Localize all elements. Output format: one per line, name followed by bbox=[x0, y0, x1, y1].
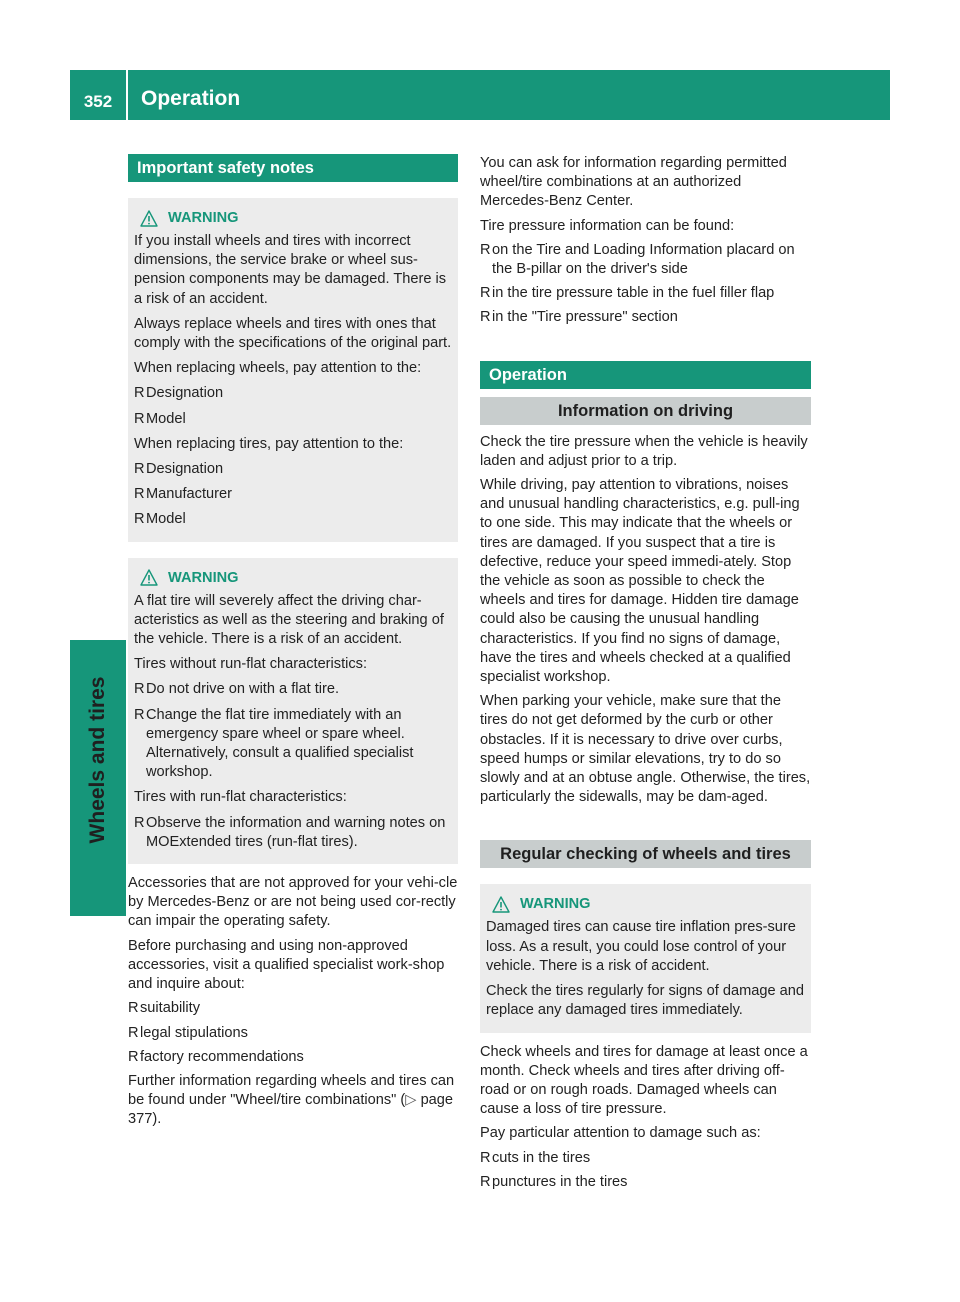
warning-box bbox=[480, 884, 811, 1032]
list-item: R in the tire pressure table in the fuel filler flap bbox=[480, 284, 811, 303]
list-item: R factory recommendations bbox=[128, 1048, 458, 1067]
list-item: R Change the flat tire immediately with an emergency spare wheel or spare wheel. Alternatively, consult a qualified specialist workshop. bbox=[134, 706, 452, 783]
section-heading-operation: Operation bbox=[480, 361, 811, 389]
list-item: R Designation bbox=[134, 384, 452, 403]
warning-header bbox=[134, 206, 452, 230]
subheading-regular-checking: Regular checking of wheels and tires bbox=[480, 840, 811, 868]
list-item: R cuts in the tires bbox=[480, 1149, 811, 1168]
warning-box bbox=[128, 558, 458, 864]
bullet-r: R bbox=[134, 681, 145, 698]
warning-header bbox=[486, 892, 805, 916]
warning-text: Check the tires regularly for signs of damage and replace any damaged tires immediately. bbox=[486, 983, 804, 1019]
page-title: Operation bbox=[141, 87, 241, 110]
warning-text: Tires with run-flat characteristics: bbox=[134, 789, 347, 806]
body-text: Further information regarding wheels and tires can be found under "Wheel/tire combinations" (▷ page 377). bbox=[128, 1072, 455, 1128]
bullet-r: R bbox=[134, 385, 145, 402]
list-item: R suitability bbox=[128, 999, 458, 1018]
body-text: When parking your vehicle, make sure that the tires do not get deformed by the curb or other obstacles. If it is necessary to drive over curbs, speed humps or similar elevations, try to do so slowly and at an obtuse angle. Otherwise, the tires, particularly the sidewalls, may be dam-aged. bbox=[480, 693, 811, 806]
body-text: Accessories that are not approved for your vehi-cle by Mercedes-Benz or are not being used cor-rectly can impair the operating safety. bbox=[128, 875, 458, 930]
bullet-r: R bbox=[134, 486, 145, 503]
warning-box bbox=[128, 198, 458, 542]
warning-title: WARNING bbox=[168, 569, 239, 586]
bullet-r: R bbox=[480, 241, 491, 258]
bullet-r: R bbox=[134, 706, 145, 723]
body-text: You can ask for information regarding permitted wheel/tire combinations at an authorized Mercedes-Benz Center. bbox=[480, 155, 787, 210]
list-item: R in the "Tire pressure" section bbox=[480, 308, 811, 327]
body-text: Check wheels and tires for damage at least once a month. Check wheels and tires after driving off-road or on rough roads. Damaged wheels can cause a loss of tire pressure. bbox=[480, 1043, 808, 1118]
page-ref-arrow-icon: ▷ bbox=[405, 1092, 417, 1109]
page-number: 352 bbox=[83, 92, 113, 111]
warning-text: A flat tire will severely affect the driving char-acteristics as well as the steering and braking of the vehicle. There is a risk of an accident. bbox=[134, 592, 444, 648]
warning-text: When replacing tires, pay attention to the: bbox=[134, 435, 404, 452]
bullet-r: R bbox=[134, 461, 145, 478]
warning-text: If you install wheels and tires with incorrect dimensions, the service brake or wheel sus-pension components may be damaged. There is a risk of an accident. bbox=[134, 233, 447, 307]
body-text: Before purchasing and using non-approved accessories, visit a qualified specialist work-shop and inquire about: bbox=[128, 937, 445, 993]
list-item: R Manufacturer bbox=[134, 485, 452, 504]
bullet-r: R bbox=[134, 410, 145, 427]
list-item: R Observe the information and warning notes on MOExtended tires (run-flat tires). bbox=[134, 814, 452, 852]
list-item: R Designation bbox=[134, 460, 452, 479]
bullet-r: R bbox=[480, 1149, 491, 1166]
list-item: R punctures in the tires bbox=[480, 1173, 811, 1192]
left-column bbox=[128, 154, 458, 1130]
warning-text: Tires without run-flat characteristics: bbox=[134, 656, 368, 673]
warning-title: WARNING bbox=[520, 896, 591, 913]
subheading-information-on-driving: Information on driving bbox=[480, 397, 811, 425]
bullet-r: R bbox=[134, 814, 145, 831]
list-item: R Model bbox=[134, 410, 452, 429]
page-reference-link[interactable]: page 377). bbox=[128, 1092, 454, 1128]
bullet-r: R bbox=[128, 1024, 139, 1041]
warning-title: WARNING bbox=[168, 210, 239, 226]
body-text: Pay particular attention to damage such as: bbox=[480, 1125, 761, 1142]
list-item: R Model bbox=[134, 510, 452, 529]
right-column bbox=[480, 154, 811, 1197]
side-label: Wheels and tires bbox=[86, 676, 109, 844]
bullet-r: R bbox=[480, 285, 491, 302]
body-text: While driving, pay attention to vibrations, noises and unusual handling characteristics, e.g. pull-ing to one side. This may indicate that the wheels or tires are damaged. If you suspect that a tire is defective, reduce your speed immedi-ately. Stop the vehicle as soon as possible to check the wheels and tires for damage. Hidden tire damage could also be causing the unusual handling characteristics. If you find no signs of damage, have the tires and wheels checked at a qualified specialist workshop. bbox=[480, 477, 800, 686]
section-heading-important-safety-notes: Important safety notes bbox=[128, 154, 458, 182]
body-text: Check the tire pressure when the vehicle is heavily laden and adjust prior to a trip. bbox=[480, 433, 808, 469]
bullet-r: R bbox=[128, 1048, 139, 1065]
warning-text: Always replace wheels and tires with ones that comply with the specifications of the original part. bbox=[134, 315, 452, 352]
bullet-r: R bbox=[480, 1173, 491, 1190]
header-divider bbox=[126, 70, 128, 120]
warning-triangle-icon bbox=[140, 210, 158, 227]
warning-text: Damaged tires can cause tire inflation pres-sure loss. As a result, you could lose control of your vehicle. There is a risk of accident. bbox=[486, 919, 796, 974]
warning-text: When replacing wheels, pay attention to the: bbox=[134, 360, 422, 377]
list-item: R on the Tire and Loading Information placard on the B-pillar on the driver's side bbox=[480, 241, 811, 279]
warning-header bbox=[134, 566, 452, 590]
warning-triangle-icon bbox=[140, 569, 158, 586]
bullet-r: R bbox=[480, 309, 491, 326]
warning-triangle-icon bbox=[492, 896, 510, 913]
list-item: R legal stipulations bbox=[128, 1024, 458, 1043]
bullet-r: R bbox=[134, 511, 145, 528]
list-item: R Do not drive on with a flat tire. bbox=[134, 680, 452, 699]
bullet-r: R bbox=[128, 1000, 139, 1017]
body-text: Tire pressure information can be found: bbox=[480, 217, 735, 234]
